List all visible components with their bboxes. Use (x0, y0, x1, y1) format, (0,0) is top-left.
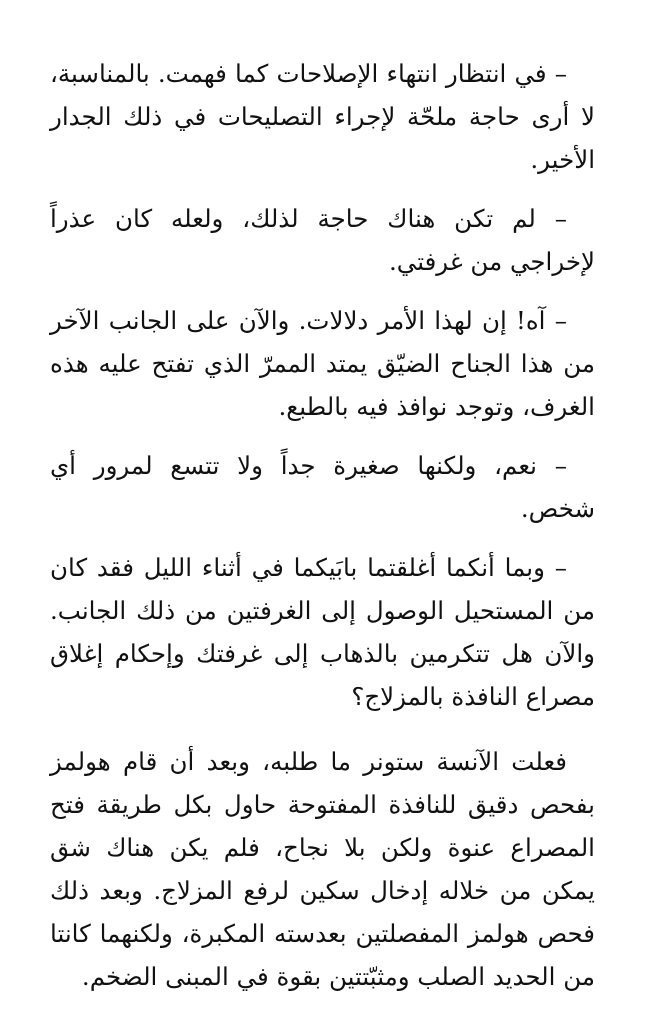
dialogue-paragraph-4: – نعم، ولكنها صغيرة جداً ولا تتسع لمرور أي شخص. (50, 451, 595, 523)
narration-paragraph: فعلت الآنسة ستونر ما طلبه، وبعد أن قام هولمز بفحص دقيق للنافذة المفتوحة حاول بكل طريقة فتح المصراع عنوة ولكن بلا نجاح، فلم يكن هناك شق يمكن من خلاله إدخال سكين لرفع المزلاج. وبعد ذلك فحص هولمز المفصلتين بعدسته المكبرة، ولكنهما كانتا من الحديد الصلب ومثبّتتين بقوة في المبنى الضخم. (50, 747, 595, 991)
dialogue-paragraph-2: – لم تكن هناك حاجة لذلك، ولعله كان عذراً لإخراجي من غرفتي. (50, 204, 595, 276)
dialogue-paragraph-3: – آه! إن لهذا الأمر دلالات. والآن على الجانب الآخر من هذا الجناح الضيّق يمتد الممرّ الذي تفتح عليه هذه الغرف، وتوجد نوافذ فيه بالطبع. (50, 306, 595, 421)
dialogue-paragraph-1: – في انتظار انتهاء الإصلاحات كما فهمت. بالمناسبة، لا أرى حاجة ملحّة لإجراء التصليحات في ذلك الجدار الأخير. (50, 59, 595, 174)
book-page (50, 52, 595, 1014)
dialogue-paragraph-5: – وبما أنكما أغلقتما بابَيكما في أثناء الليل فقد كان من المستحيل الوصول إلى الغرفتين من ذلك الجانب. والآن هل تتكرمين بالذهاب إلى غرفتك وإحكام إغلاق مصراع النافذة بالمزلاج؟ (50, 553, 595, 711)
